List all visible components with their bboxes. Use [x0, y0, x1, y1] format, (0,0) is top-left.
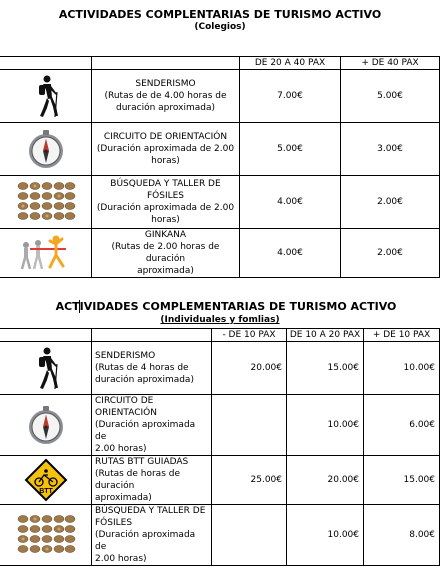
price-cell: 25.00€ [212, 456, 287, 505]
hiker-icon [31, 74, 61, 118]
table-row [0, 229, 440, 278]
activity-description: SENDERISMO (Rutas de 4 horas de duración aproximada) [92, 342, 212, 395]
table-row [0, 395, 440, 456]
price-cell: 5.00€ [341, 70, 440, 123]
table2-subtitle: (Individuales y fomlias) [160, 315, 280, 325]
price-cell: 2.00€ [341, 229, 440, 278]
runners-icon [16, 231, 76, 275]
price-cell: 3.00€ [341, 123, 440, 176]
fossils-icon [16, 180, 76, 224]
table-row [0, 176, 440, 229]
price-cell: 4.00€ [240, 229, 341, 278]
price-cell: 15.00€ [287, 342, 364, 395]
hiker-icon [31, 346, 61, 390]
price-cell: 6.00€ [364, 395, 440, 456]
price-cell: 4.00€ [240, 176, 341, 229]
price-cell: 7.00€ [240, 70, 341, 123]
column-header: + DE 40 PAX [341, 57, 440, 70]
column-header: DE 10 A 20 PAX [287, 329, 364, 342]
activity-description: CIRCUITO DE ORIENTACIÓN (Duración aproximada de 2.00 horas) [92, 123, 240, 176]
table-row [0, 123, 440, 176]
column-header: DE 20 A 40 PAX [240, 57, 341, 70]
compass-icon [24, 127, 68, 171]
activity-description: BÚSQUEDA Y TALLER DE FÓSILES (Duración aproximada de 2.00 horas) [92, 505, 212, 566]
activity-description: CIRCUITO DE ORIENTACIÓN (Duración aproximada de 2.00 horas) [92, 395, 212, 456]
price-cell: 10.00€ [364, 342, 440, 395]
price-cell [212, 395, 287, 456]
activity-description: GINKANA (Rutas de 2.00 horas de duración aproximada) [92, 229, 240, 278]
table-header-row [0, 329, 440, 342]
pricing-table-schools [0, 56, 440, 278]
price-cell: 10.00€ [287, 395, 364, 456]
price-cell: 15.00€ [364, 456, 440, 505]
btt-sign-icon [24, 458, 68, 502]
price-cell: 20.00€ [287, 456, 364, 505]
activity-description: BÚSQUEDA Y TALLER DE FÓSILES (Duración aproximada de 2.00 horas) [92, 176, 240, 229]
price-cell: 20.00€ [212, 342, 287, 395]
svg-text:BTT: BTT [38, 488, 53, 495]
compass-icon [24, 403, 68, 447]
fossils-icon [16, 513, 76, 557]
price-cell [212, 505, 287, 566]
column-header: - DE 10 PAX [212, 329, 287, 342]
table-row [0, 342, 440, 395]
price-cell: 2.00€ [341, 176, 440, 229]
table1-title: ACTIVIDADES COMPLENTARIAS DE TURISMO ACTIVO [58, 8, 382, 21]
column-header: + DE 10 PAX [364, 329, 440, 342]
pricing-table-individuals [0, 328, 440, 566]
table-row [0, 456, 440, 505]
table-header-row [0, 57, 440, 70]
table-row [0, 70, 440, 123]
price-cell: 10.00€ [287, 505, 364, 566]
table-row [0, 505, 440, 566]
activity-description: RUTAS BTT GUIADAS (Rutas de horas de duración aproximada) [92, 456, 212, 505]
table1-subtitle: (Colegios) [194, 22, 246, 32]
activity-description: SENDERISMO (Rutas de de 4.00 horas de duración aproximada) [92, 70, 240, 123]
price-cell: 8.00€ [364, 505, 440, 566]
price-cell: 5.00€ [240, 123, 341, 176]
table2-title: ACTIVIDADES COMPLEMENTARIAS DE TURISMO ACTIVO [55, 300, 397, 313]
